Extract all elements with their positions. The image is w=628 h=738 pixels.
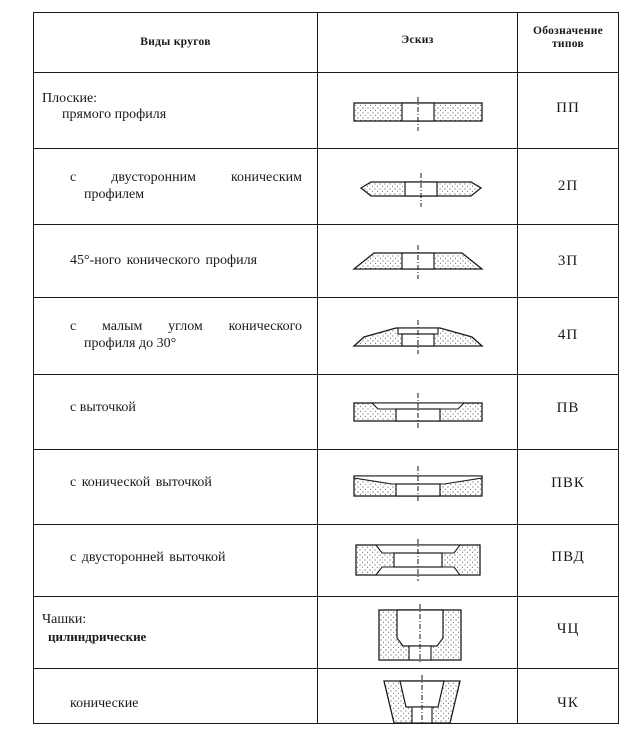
label-word: конического xyxy=(228,319,302,334)
header-kinds: Виды кругов xyxy=(140,36,211,48)
double-recessed-sketch xyxy=(354,539,482,581)
table-row xyxy=(34,669,618,725)
header-code xyxy=(518,25,618,51)
label-word: малым xyxy=(102,319,143,334)
wheel-kind-label: цилиндрические xyxy=(48,629,147,644)
table-row xyxy=(34,375,618,450)
double-conical-profile-sketch xyxy=(359,173,483,209)
label-word: с xyxy=(70,170,77,185)
table-row xyxy=(34,450,618,525)
conical-recessed-sketch xyxy=(352,466,484,504)
table-row xyxy=(34,149,618,225)
small-angle-conical-profile-sketch xyxy=(352,320,484,356)
type-code: ПП xyxy=(556,100,580,116)
type-code: ПВК xyxy=(551,475,585,491)
type-code: ЧК xyxy=(557,695,579,711)
label-word: коническим xyxy=(230,170,302,185)
table-row xyxy=(34,525,618,597)
wheel-kind-label: конические xyxy=(70,696,139,711)
label-word: с xyxy=(70,319,77,334)
wheel-kind-label-line1 xyxy=(70,318,302,335)
type-code: 4П xyxy=(557,327,579,343)
label-word: углом xyxy=(168,319,203,334)
table-row xyxy=(34,225,618,298)
table-row xyxy=(34,298,618,375)
table-row xyxy=(34,73,618,149)
wheel-kind-label: 45°-ного конического профиля xyxy=(70,253,258,268)
wheel-kind-label: прямого профиля xyxy=(62,107,167,122)
type-code: 3П xyxy=(557,253,579,269)
group-label-cups: Чашки: xyxy=(42,612,87,627)
header-code-line1: Обозначение xyxy=(532,25,604,37)
header-sketch: Эскиз xyxy=(401,34,434,46)
flat-straight-profile-sketch xyxy=(352,97,484,133)
conical-45-profile-sketch xyxy=(352,245,484,281)
recessed-sketch xyxy=(352,393,484,431)
wheel-types-table xyxy=(33,12,619,724)
wheel-kind-label: с конической выточкой xyxy=(70,475,212,490)
label-word: двусторонним xyxy=(111,170,196,185)
wheel-kind-label: с двусторонней выточкой xyxy=(70,550,226,565)
wheel-kind-label-line2: профиля до 30° xyxy=(84,336,177,351)
type-code: ПВ xyxy=(556,400,580,416)
header-row xyxy=(34,13,618,73)
table-row xyxy=(34,597,618,669)
type-code: 2П xyxy=(557,178,579,194)
type-code: ПВД xyxy=(551,549,585,565)
group-label-flat: Плоские: xyxy=(42,91,98,106)
type-code: ЧЦ xyxy=(556,621,580,637)
cylindrical-cup-sketch xyxy=(375,604,465,664)
wheel-kind-label: с выточкой xyxy=(70,400,136,415)
wheel-kind-label-line1 xyxy=(70,169,302,186)
header-code-line2: типов xyxy=(551,38,585,50)
wheel-kind-label-line2: профилем xyxy=(84,187,145,202)
conical-cup-sketch xyxy=(380,675,464,725)
